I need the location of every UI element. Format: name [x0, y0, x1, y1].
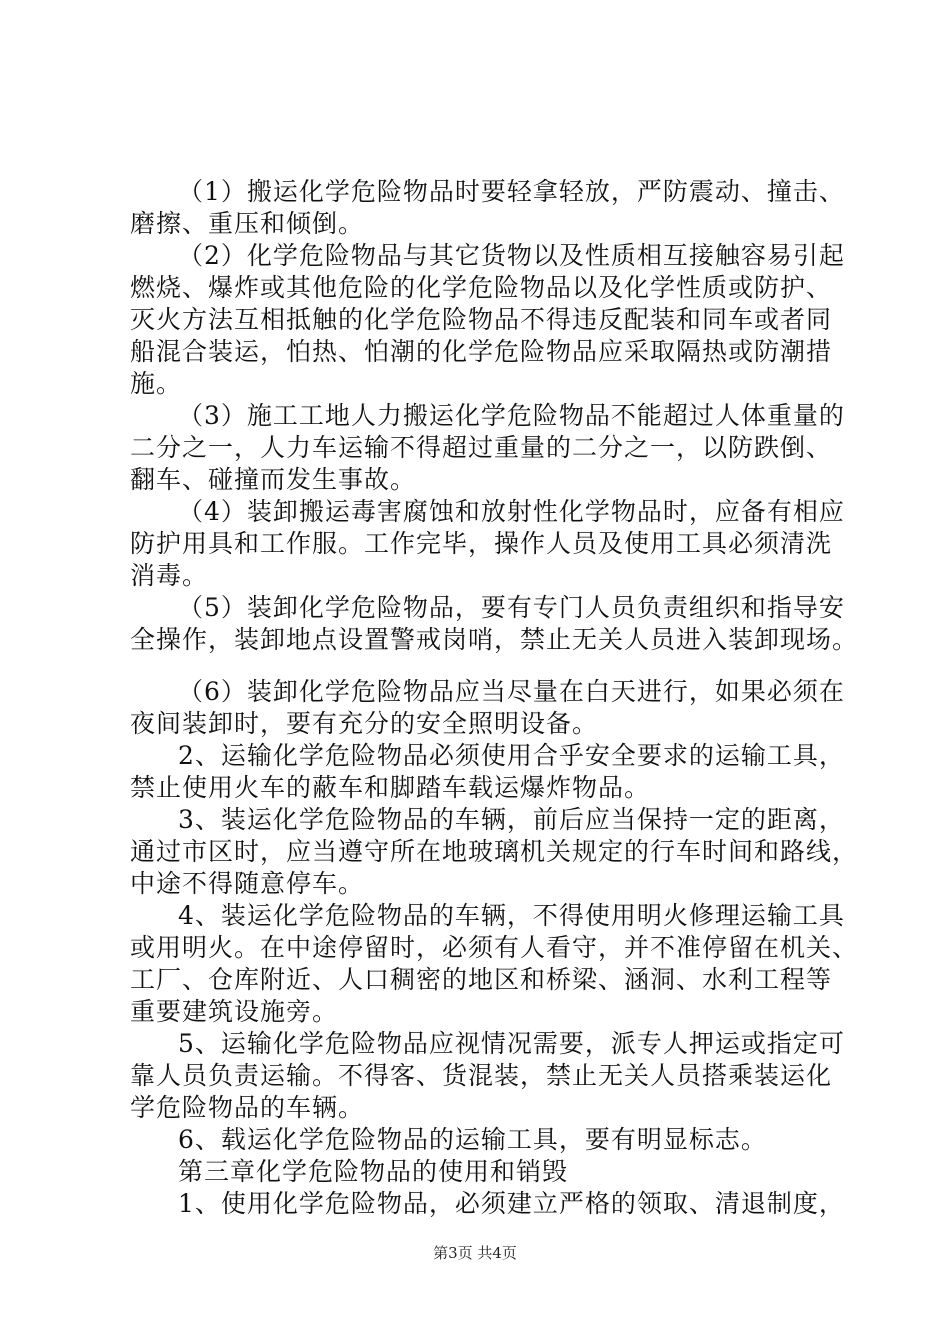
text-line: 磨擦、重压和倾倒。 [130, 209, 365, 238]
text-line: 中途不得随意停车。 [130, 869, 365, 898]
text-line: 二分之一，人力车运输不得超过重量的二分之一，以防跌倒、 [130, 433, 833, 462]
text-line: 5、运输化学危险物品应视情况需要，派专人押运或指定可 [178, 1029, 845, 1058]
text-line: （5）装卸化学危险物品，要有专门人员负责组织和指导安 [178, 593, 845, 622]
text-line: （2）化学危险物品与其它货物以及性质相互接触容易引起 [178, 241, 845, 270]
text-line: 燃烧、爆炸或其他危险的化学危险物品以及化学性质或防护、 [130, 273, 833, 302]
text-line: 4、装运化学危险物品的车辆，不得使用明火修理运输工具 [178, 901, 845, 930]
text-line: 通过市区时，应当遵守所在地玻璃机关规定的行车时间和路线， [130, 837, 859, 866]
text-line: 施。 [130, 369, 183, 398]
text-line: 6、载运化学危险物品的运输工具，要有明显标志。 [178, 1125, 767, 1154]
text-line: 全操作，装卸地点设置警戒岗哨，禁止无关人员进入装卸现场。 [130, 625, 859, 654]
text-line: 夜间装卸时，要有充分的安全照明设备。 [130, 709, 599, 738]
text-line: 防护用具和工作服。工作完毕，操作人员及使用工具必须清洗 [130, 529, 833, 558]
text-line: 船混合装运，怕热、怕潮的化学危险物品应采取隔热或防潮措 [130, 337, 833, 366]
text-line: 灭火方法互相抵触的化学危险物品不得违反配装和同车或者同 [130, 305, 833, 334]
text-line: 翻车、碰撞而发生事故。 [130, 465, 417, 494]
section-heading: 第三章化学危险物品的使用和销毁 [178, 1157, 569, 1186]
page-footer: 第3页 共4页 [433, 1244, 517, 1262]
text-line: 或用明火。在中途停留时，必须有人看守，并不准停留在机关、 [130, 933, 859, 962]
text-line: 1、使用化学危险物品，必须建立严格的领取、清退制度， [178, 1189, 845, 1218]
text-line: （1）搬运化学危险物品时要轻拿轻放，严防震动、撞击、 [178, 177, 845, 206]
text-line: （6）装卸化学危险物品应当尽量在白天进行，如果必须在 [178, 677, 845, 706]
text-line: 工厂、仓库附近、人口稠密的地区和桥梁、涵洞、水利工程等 [130, 965, 833, 994]
text-line: 2、运输化学危险物品必须使用合乎安全要求的运输工具， [178, 741, 845, 770]
text-line: 靠人员负责运输。不得客、货混装，禁止无关人员搭乘装运化 [130, 1061, 833, 1090]
text-line: 消毒。 [130, 561, 209, 590]
text-line: 学危险物品的车辆。 [130, 1093, 365, 1122]
text-line: 3、装运化学危险物品的车辆，前后应当保持一定的距离， [178, 805, 845, 834]
text-line: 重要建筑设施旁。 [130, 997, 339, 1026]
text-line: （3）施工工地人力搬运化学危险物品不能超过人体重量的 [178, 401, 845, 430]
text-line: 禁止使用火车的蔽车和脚踏车载运爆炸物品。 [130, 773, 651, 802]
text-line: （4）装卸搬运毒害腐蚀和放射性化学物品时，应备有相应 [178, 497, 845, 526]
